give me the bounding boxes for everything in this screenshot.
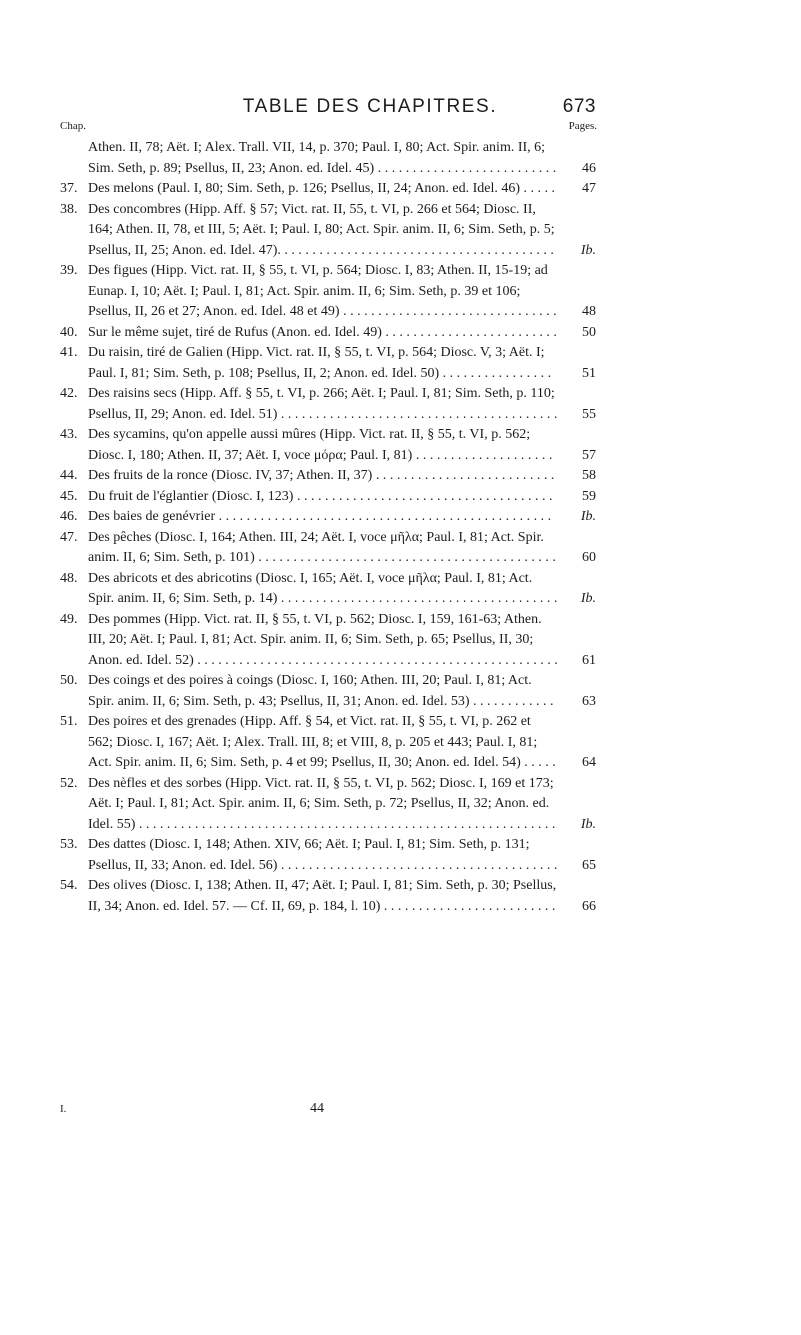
entry-text: Des abricots et des abricotins (Diosc. I, 165; Aët. I, voce μῆλα; Paul. I, 81; Act. Spir. anim. II, 6; Sim. Seth, p. 14) . . . . . . . . . . . . . . . . . . . . . . . . . . . . . . . . . . . . . . . . xyxy=(88,570,558,606)
chapter-number: 45. xyxy=(60,488,78,504)
entry-text: Des pêches (Diosc. I, 164; Athen. III, 24; Aët. I, voce μῆλα; Paul. I, 81; Act. Spir. anim. II, 6; Sim. Seth, p. 101) . . . . . . . . . . . . . . . . . . . . . . . . . . . . . . . . . . . . . . . . . . . xyxy=(88,529,556,565)
chapter-number: 47. xyxy=(60,529,78,545)
toc-entry xyxy=(60,528,596,569)
chapter-number: 41. xyxy=(60,345,78,360)
toc-entry xyxy=(60,138,596,179)
chapter-number: 54. xyxy=(60,878,78,893)
entry-text: Du fruit de l'églantier (Diosc. I, 123) . . . . . . . . . . . . . . . . . . . . . . . . . . . . . . . . . . . . . xyxy=(88,488,553,504)
page-reference: 47 xyxy=(562,179,596,200)
page-reference: 59 xyxy=(562,487,596,508)
toc-entry xyxy=(60,200,596,262)
page-reference: 55 xyxy=(562,405,596,426)
page-reference: 46 xyxy=(562,159,596,180)
page-reference: 48 xyxy=(562,302,596,323)
toc-entry xyxy=(60,876,596,917)
toc-entry xyxy=(60,671,596,712)
page-reference: 57 xyxy=(562,446,596,467)
page-reference: Ib. xyxy=(562,815,596,836)
toc-entry xyxy=(60,466,596,487)
page-reference: 66 xyxy=(562,897,596,918)
chapter-number: 50. xyxy=(60,673,78,688)
page-header xyxy=(0,96,801,120)
chapter-number: 46. xyxy=(60,509,78,524)
entry-text: Du raisin, tiré de Galien (Hipp. Vict. rat. II, § 55, t. VI, p. 564; Diosc. V, 3; Aët. I; Paul. I, 81; Sim. Seth, p. 108; Psellus, II, 2; Anon. ed. Idel. 50) . . . . . . . . . . . . . . . . xyxy=(88,345,552,381)
chapter-number: 38. xyxy=(60,201,78,217)
page-reference: 64 xyxy=(562,753,596,774)
entry-text: Sur le même sujet, tiré de Rufus (Anon. ed. Idel. 49) . . . . . . . . . . . . . . . . . . . . . . . . . xyxy=(88,324,557,340)
chapter-number: 44. xyxy=(60,468,78,483)
chapter-number: 48. xyxy=(60,570,78,586)
running-title: TABLE DES CHAPITRES. xyxy=(242,96,498,117)
entry-text: Des sycamins, qu'on appelle aussi mûres (Hipp. Vict. rat. II, § 55, t. VI, p. 562; Diosc. I, 180; Athen. II, 37; Aët. I, voce μόρα; Paul. I, 81) . . . . . . . . . . . . . . . . . . . . xyxy=(88,427,553,463)
toc-entry xyxy=(60,323,596,344)
entry-text: Des olives (Diosc. I, 138; Athen. II, 47; Aët. I; Paul. I, 81; Sim. Seth, p. 30; Psellus, II, 34; Anon. ed. Idel. 57. — Cf. II, 69, p. 184, l. 10) . . . . . . . . . . . . . . . . . . . . . . . . . xyxy=(88,878,557,914)
chapter-number: 52. xyxy=(60,775,78,791)
entry-text: Athen. II, 78; Aët. I; Alex. Trall. VII, 14, p. 370; Paul. I, 80; Act. Spir. anim. II, 6; Sim. Seth, p. 89; Psellus, II, 23; Anon. ed. Idel. 45) . . . . . . . . . . . . . . . . . . . . . . . . . . xyxy=(88,140,557,176)
chapter-number: 49. xyxy=(60,611,78,627)
signature-mark: I. xyxy=(60,1103,67,1115)
chapter-number: 39. xyxy=(60,263,78,278)
toc-entry xyxy=(60,384,596,425)
toc-entry xyxy=(60,343,596,384)
page-reference: 58 xyxy=(562,466,596,487)
page-reference: Ib. xyxy=(562,241,596,262)
entry-text: Des poires et des grenades (Hipp. Aff. § 54, et Vict. rat. II, § 55, t. VI, p. 262 et 562; Diosc. I, 167; Aët. I; Alex. Trall. III, 8; et VIII, 8, p. 205 et 443; Paul. I, 81; Act. Spir. anim. II, 6; Sim. Seth, p. 4 et 99; Psellus, II, 30; Anon. ed. Idel. 54) . . . . . xyxy=(88,714,556,770)
toc-entry xyxy=(60,507,596,528)
page-reference: 63 xyxy=(562,692,596,713)
pages-column-label: Pages. xyxy=(568,120,597,132)
entry-text: Des dattes (Diosc. I, 148; Athen. XIV, 66; Aët. I; Paul. I, 81; Sim. Seth, p. 131; Psellus, II, 33; Anon. ed. Idel. 56) . . . . . . . . . . . . . . . . . . . . . . . . . . . . . . . . . . . . . . . . xyxy=(88,837,558,873)
toc-entry xyxy=(60,835,596,876)
chapter-number: 40. xyxy=(60,324,78,340)
chap-column-label: Chap. xyxy=(60,120,86,132)
chapter-number: 42. xyxy=(60,386,78,401)
entry-text: Des pommes (Hipp. Vict. rat. II, § 55, t. VI, p. 562; Diosc. I, 159, 161-63; Athen. III, 20; Aët. I; Paul. I, 81; Act. Spir. anim. II, 6; Sim. Seth, p. 65; Psellus, II, 30; Anon. ed. Idel. 52) . . . . . . . . . . . . . . . . . . . . . . . . . . . . . . . . . . . . . . . . . . . . . . . . . . . . xyxy=(88,611,558,668)
entry-text: Des concombres (Hipp. Aff. § 57; Vict. rat. II, 55, t. VI, p. 266 et 564; Diosc. II, 164; Athen. II, 78, et III, 5; Aët. I; Paul. I, 80; Act. Spir. anim. II, 6; Sim. Seth, p. 5; Psellus, II, 25; Anon. ed. Idel. 47). . . . . . . . . . . . . . . . . . . . . . . . . . . . . . . . . . . . . . . . xyxy=(88,201,555,258)
entry-text: Des nèfles et des sorbes (Hipp. Vict. rat. II, § 55, t. VI, p. 562; Diosc. I, 169 et 173; Aët. I; Paul. I, 81; Act. Spir. anim. II, 6; Sim. Seth, p. 72; Psellus, II, 32; Anon. ed. Idel. 55) . . . . . . . . . . . . . . . . . . . . . . . . . . . . . . . . . . . . . . . . . . . . . . . . . . . . . . . . . . . . xyxy=(88,775,556,832)
page-reference: Ib. xyxy=(562,507,596,528)
page-reference: Ib. xyxy=(562,589,596,610)
page-reference: 50 xyxy=(562,323,596,344)
table-of-contents xyxy=(60,138,596,917)
toc-entry xyxy=(60,179,596,200)
toc-entry xyxy=(60,487,596,508)
entry-text: Des baies de genévrier . . . . . . . . . . . . . . . . . . . . . . . . . . . . . . . . . . . . . . . . . . . . . . . . xyxy=(88,509,552,524)
entry-text: Des raisins secs (Hipp. Aff. § 55, t. VI, p. 266; Aët. I; Paul. I, 81; Sim. Seth, p. 110; Psellus, II, 29; Anon. ed. Idel. 51) . . . . . . . . . . . . . . . . . . . . . . . . . . . . . . . . . . . . . . . . xyxy=(88,386,558,422)
chapter-number: 37. xyxy=(60,181,78,196)
toc-entry xyxy=(60,569,596,610)
page-number: 673 xyxy=(562,96,596,117)
page-reference: 61 xyxy=(562,651,596,672)
entry-text: Des figues (Hipp. Vict. rat. II, § 55, t. VI, p. 564; Diosc. I, 83; Athen. II, 15-19; ad Eunap. I, 10; Aët. I; Paul. I, 81; Act. Spir. anim. II, 6; Sim. Seth, p. 39 et 106; Psellus, II, 26 et 27; Anon. ed. Idel. 48 et 49) . . . . . . . . . . . . . . . . . . . . . . . . . . . . . . . xyxy=(88,263,557,319)
page-reference: 51 xyxy=(562,364,596,385)
toc-entry xyxy=(60,712,596,774)
entry-text: Des fruits de la ronce (Diosc. IV, 37; Athen. II, 37) . . . . . . . . . . . . . . . . . . . . . . . . . . xyxy=(88,468,555,483)
page-reference: 60 xyxy=(562,548,596,569)
chapter-number: 53. xyxy=(60,837,78,852)
toc-entry xyxy=(60,425,596,466)
toc-entry xyxy=(60,261,596,323)
folio-number: 44 xyxy=(310,1101,324,1116)
chapter-number: 43. xyxy=(60,427,78,442)
chapter-number: 51. xyxy=(60,714,78,729)
toc-entry xyxy=(60,774,596,836)
entry-text: Des melons (Paul. I, 80; Sim. Seth, p. 126; Psellus, II, 24; Anon. ed. Idel. 46) . . . . . xyxy=(88,181,556,196)
page-reference: 65 xyxy=(562,856,596,877)
toc-entry xyxy=(60,610,596,672)
entry-text: Des coings et des poires à coings (Diosc. I, 160; Athen. III, 20; Paul. I, 81; Act. Spir. anim. II, 6; Sim. Seth, p. 43; Psellus, II, 31; Anon. ed. Idel. 53) . . . . . . . . . . . . xyxy=(88,673,554,709)
